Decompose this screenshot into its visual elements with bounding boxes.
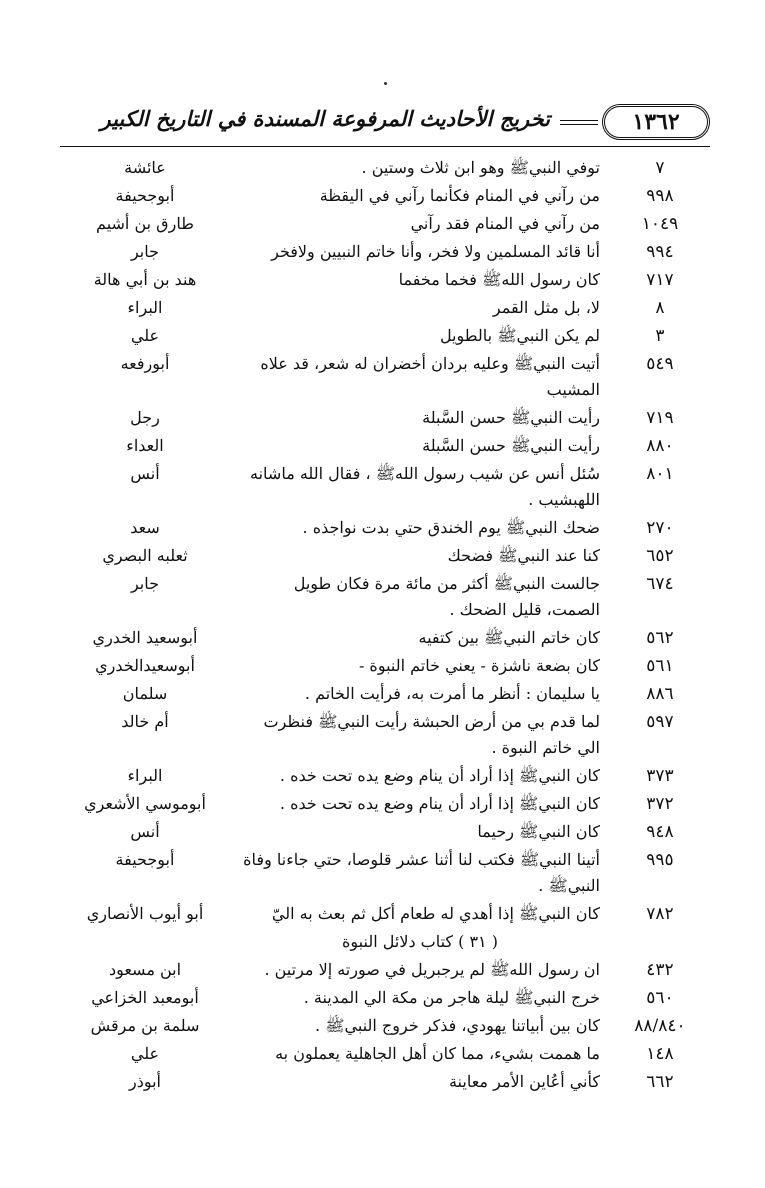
hadith-narrator: سلمان <box>122 684 168 703</box>
hadith-number: ٧٨٢ <box>646 904 674 924</box>
hadith-number: ١٠٤٩ <box>641 214 679 234</box>
hadith-text: ان رسول اللهﷺ لم يرجبريل في صورته إلا مرتين . <box>264 960 600 979</box>
hadith-text: توفي النبيﷺ وهو ابن ثلاث وستين . <box>361 158 600 177</box>
hadith-row <box>60 433 710 459</box>
hadith-row <box>60 183 710 209</box>
hadith-list <box>60 155 710 1097</box>
hadith-number: ٩٩٨ <box>646 186 674 206</box>
hadith-text: رأيت النبيﷺ حسن السَّبلة <box>422 436 600 455</box>
hadith-row <box>60 155 710 181</box>
hadith-narrator: أنس <box>130 464 160 483</box>
hadith-narrator: سعد <box>130 518 160 537</box>
hadith-row <box>60 791 710 817</box>
hadith-text: كان النبيﷺ رحيما <box>477 822 600 841</box>
hadith-number: ٣ <box>655 326 665 346</box>
hadith-row <box>60 543 710 569</box>
hadith-row <box>60 461 710 513</box>
hadith-number: ٨ <box>655 298 665 318</box>
hadith-text: ضحك النبيﷺ يوم الخندق حتي بدت نواجذه . <box>302 518 600 537</box>
hadith-text: لا، بل مثل القمر <box>492 298 600 317</box>
hadith-text: كان النبيﷺ إذا أهدي له طعام أكل ثم بعث به اليّ <box>271 904 600 923</box>
hadith-row <box>60 1069 710 1095</box>
hadith-text: يا سليمان : أنظر ما أمرت به، فرأيت الخاتم . <box>304 684 600 703</box>
hadith-row <box>60 985 710 1011</box>
hadith-number: ٩٩٥ <box>646 850 674 870</box>
hadith-text: أنا قائد المسلمين ولا فخر، وأنا خاتم النبيين ولافخر <box>271 242 600 261</box>
hadith-number: ٧١٧ <box>646 270 674 290</box>
hadith-row <box>60 295 710 321</box>
hadith-number: ٩٩٤ <box>646 242 674 262</box>
hadith-text: أتينا النبيﷺ فكتب لنا أثنا عشر قلوصا، حتي جاءنا وفاة النبيﷺ . <box>243 850 600 895</box>
hadith-row <box>60 625 710 651</box>
hadith-number: ٨٨٠ <box>646 436 674 456</box>
hadith-row <box>60 515 710 541</box>
hadith-text: من رآني في المنام فقد رآني <box>410 214 600 233</box>
hadith-row <box>60 957 710 983</box>
header-underline <box>60 146 710 147</box>
hadith-number: ٣٧٣ <box>646 766 674 786</box>
hadith-text: كان النبيﷺ إذا أراد أن ينام وضع يده تحت خده . <box>279 766 600 785</box>
hadith-text: خرج النبيﷺ ليلة هاجر من مكة الي المدينة . <box>303 988 600 1007</box>
hadith-text: كان بين أبياتنا يهودي، فذكر خروج النبيﷺ . <box>315 1016 600 1035</box>
hadith-narrator: أم خالد <box>121 712 169 731</box>
hadith-narrator: أبوموسي الأشعري <box>84 794 206 813</box>
hadith-narrator: أبوسعيدالخدري <box>95 656 195 675</box>
hadith-number: ٨٠١ <box>646 464 674 484</box>
hadith-row <box>60 681 710 707</box>
hadith-narrator: أبورفعه <box>120 354 170 373</box>
hadith-number: ٥٦١ <box>646 656 674 676</box>
hadith-number: ٣٧٢ <box>646 794 674 814</box>
hadith-number: ٥٦٢ <box>646 628 674 648</box>
hadith-number: ١٤٨ <box>646 1044 674 1064</box>
hadith-narrator: علي <box>130 326 160 345</box>
hadith-row <box>60 709 710 761</box>
hadith-number: ٨٨٦ <box>646 684 674 704</box>
hadith-narrator: أبوسعيد الخدري <box>92 628 198 647</box>
hadith-narrator: طارق بن أشيم <box>96 214 194 233</box>
hadith-text: كنا عند النبيﷺ فضحك <box>447 546 600 565</box>
hadith-number: ٧ <box>655 158 665 178</box>
page-title: تخريج الأحاديث المرفوعة المسندة في التاريخ الكبير <box>100 106 550 131</box>
hadith-number: ٨٨/٨٤٠ <box>634 1016 686 1036</box>
hadith-text: كان بضعة ناشزة - يعني خاتم النبوة - <box>358 656 600 675</box>
hadith-narrator: ثعلبه البصري <box>102 546 188 565</box>
hadith-narrator: سلمة بن مرقش <box>90 1016 200 1035</box>
hadith-text: لم يكن النبيﷺ بالطويل <box>439 326 600 345</box>
hadith-row <box>60 239 710 265</box>
hadith-row <box>60 1013 710 1039</box>
hadith-text: لما قدم بي من أرض الحبشة رأيت النبيﷺ فنظرت الي خاتم النبوة . <box>263 712 600 757</box>
hadith-narrator: أبو أيوب الأنصاري <box>86 904 204 923</box>
hadith-narrator: أبوذر <box>128 1072 161 1091</box>
hadith-text: كان خاتم النبيﷺ بين كتفيه <box>418 628 600 647</box>
hadith-number: ٥٦٠ <box>646 988 674 1008</box>
hadith-row <box>60 267 710 293</box>
hadith-narrator: هند بن أبي هالة <box>93 270 197 289</box>
page-number: ١٣٦٢ <box>602 104 710 140</box>
hadith-narrator: البراء <box>127 766 163 785</box>
header-rule <box>560 120 598 125</box>
hadith-text: جالست النبيﷺ أكثر من مائة مرة فكان طويل الصمت، قليل الضحك . <box>293 574 600 619</box>
hadith-row <box>60 819 710 845</box>
hadith-row <box>60 405 710 431</box>
hadith-row <box>60 763 710 789</box>
hadith-number: ٥٩٧ <box>646 712 674 732</box>
hadith-row <box>60 901 710 927</box>
hadith-number: ٦٦٢ <box>646 1072 674 1092</box>
hadith-text: من رآني في المنام فكأنما رآني في اليقظة <box>319 186 600 205</box>
hadith-text: كان النبيﷺ إذا أراد أن ينام وضع يده تحت خده . <box>279 794 600 813</box>
hadith-narrator: أنس <box>130 822 160 841</box>
hadith-row <box>60 847 710 899</box>
hadith-row <box>60 1041 710 1067</box>
hadith-text: ما هممت بشيء، مما كان أهل الجاهلية يعملون به <box>275 1044 600 1063</box>
hadith-row <box>60 653 710 679</box>
hadith-row <box>60 211 710 237</box>
hadith-text: كأني أعُاين الأمر معاينة <box>448 1072 600 1091</box>
hadith-text: رأيت النبيﷺ حسن السَّبلة <box>422 408 600 427</box>
hadith-number: ٤٣٢ <box>646 960 674 980</box>
hadith-narrator: جابر <box>130 242 160 261</box>
hadith-narrator: علي <box>130 1044 160 1063</box>
hadith-number: ٦٥٢ <box>646 546 674 566</box>
hadith-narrator: العداء <box>126 436 164 455</box>
hadith-number: ٩٤٨ <box>646 822 674 842</box>
section-title: ( ٣١ ) كتاب دلائل النبوة <box>342 932 498 951</box>
hadith-number: ٢٧٠ <box>646 518 674 538</box>
hadith-row <box>60 351 710 403</box>
hadith-number: ٦٧٤ <box>646 574 674 594</box>
hadith-row <box>60 323 710 349</box>
hadith-narrator: أبومعبد الخزاعي <box>91 988 199 1007</box>
hadith-narrator: البراء <box>127 298 163 317</box>
hadith-narrator: جابر <box>130 574 160 593</box>
page-header <box>60 100 710 148</box>
page-dot <box>384 82 387 85</box>
hadith-text: أتيت النبيﷺ وعليه بردان أخضران له شعر، قد علاه المشيب <box>260 354 600 399</box>
hadith-number: ٧١٩ <box>646 408 674 428</box>
hadith-row <box>60 571 710 623</box>
hadith-narrator: ابن مسعود <box>108 960 182 979</box>
hadith-text: كان رسول اللهﷺ فخما مخفما <box>398 270 600 289</box>
hadith-text: سُئل أنس عن شيب رسول اللهﷺ ، فقال الله ماشانه اللهبشيب . <box>250 464 600 509</box>
hadith-narrator: عائشة <box>124 158 166 177</box>
hadith-narrator: رجل <box>130 408 160 427</box>
hadith-narrator: أبوجحيفة <box>115 850 175 869</box>
hadith-narrator: أبوجحيفة <box>115 186 175 205</box>
hadith-number: ٥٤٩ <box>646 354 674 374</box>
